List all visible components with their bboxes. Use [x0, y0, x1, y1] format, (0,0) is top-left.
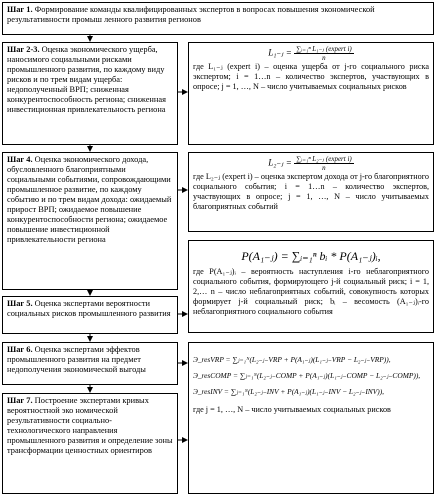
step6-box — [2, 342, 178, 385]
step4-formula-lhs: L₂₋ⱼ = — [268, 157, 292, 168]
step4-text: Оценка экономического дохода, обусловленного благоприятными социальными событиями, сопровождающими промышленное развитие, по каждому событию и по трем видам дохода: ожидаемый прирост ВРП; ожидаемое повышение конкурентоспособности региона; ожидаемое повышение инвестиционной привлекательности региона — [7, 155, 172, 244]
step2-3-text: Оценка экономического ущерба, наносимого социальными рисками промышленного развития, по каждому виду рисков и по трем видам ущерба: недополученный ВРП; сниженная конкурентоспособность региона; сниженная инвестиционная привлекательность региона — [7, 45, 166, 114]
step2-3-label: Шаг 2-3. — [7, 45, 40, 54]
step1-box — [2, 2, 434, 35]
equation-res-comp: Э_resCOMP = ∑ⱼ₌₁ᴺ(L₂₋ⱼ₋COMP + P(A₁₋ⱼ)(L₁₋ⱼ₋COMP − L₂₋ⱼ₋COMP)), — [193, 371, 421, 380]
step1-text: Формирование команды квалифицированных экспертов в вопросах повышения экономической результативности промыш ленного развития регионов — [7, 5, 375, 24]
step7-box — [2, 393, 178, 494]
step7-equations-box — [188, 342, 434, 494]
step5-description: где P(A₁₋ⱼ)ᵢ – вероятность наступления i-го неблагоприятного социального события, формирующего j-й социальный риск; i = 1, 2,… n – число неблагоприятных событий, совокупность которых формирует j-й социальный риск; bᵢ – весомость (A₁₋ⱼ)ᵢ-го неблагоприятного социального события — [193, 267, 429, 316]
step2-3-formula — [193, 45, 429, 62]
equation-res-inv: Э_resINV = ∑ⱼ₌₁ᴺ(L₂₋ⱼ₋INV + P(A₁₋ⱼ)(L₁₋ⱼ₋INV − L₂₋ⱼ₋INV)), — [193, 387, 385, 396]
step4-formula — [193, 155, 429, 172]
equation-res-vrp: Э_resVRP = ∑ⱼ₌₁ᴺ(L₂₋ⱼ₋VRP + P(A₁₋ⱼ)(L₁₋ⱼ₋VRP − L₂₋ⱼ₋VRP)), — [193, 355, 391, 364]
step2-3-formula-numerator: ∑ᵢ₌₁ⁿ L₁₋ⱼ (expert i) — [296, 45, 352, 53]
step4-formula-fraction — [294, 155, 354, 172]
step7-description: где j = 1, …, N – число учитываемых социальных рисков — [193, 405, 391, 414]
step5-box — [2, 296, 178, 334]
step2-3-description: где L₁₋ⱼ (expert i) – оценка ущерба от j-го социального риска экспертом; i = 1…n – количество экспертов, участвующих в опросе; j = 1, …, N – число учитываемых социальных рисков — [193, 62, 429, 91]
step2-3-formula-lhs: L₁₋ⱼ = — [268, 47, 292, 58]
step2-3-box — [2, 42, 178, 145]
step4-label: Шаг 4. — [7, 155, 33, 164]
step4-formula-denominator: n — [322, 164, 326, 172]
step2-3-formula-box — [188, 42, 434, 145]
step2-3-formula-denominator: n — [322, 54, 326, 62]
step1-label: Шаг 1. — [7, 5, 33, 14]
step4-formula-numerator: ∑ᵢ₌₁ⁿ L₂₋ⱼ (expert i) — [296, 155, 352, 163]
step4-box — [2, 152, 178, 290]
step6-label: Шаг 6. — [7, 345, 33, 354]
step5-label: Шаг 5. — [7, 299, 33, 308]
step4-formula-box — [188, 152, 434, 232]
step7-text: Построение экспертами кривых вероятностной эко номической результативности социально-технологического направления промышленного развития и определение зоны трансформации ценностных ориентиров — [7, 396, 173, 455]
step2-3-formula-fraction — [294, 45, 354, 62]
step5-formula-box — [188, 240, 434, 333]
step5-text: Оценка экспертами вероятности социальных рисков промышленного развития — [7, 299, 171, 318]
step5-formula: P(A₁₋ⱼ) = ∑ᵢ₌₁ⁿ bᵢ * P(A₁₋ⱼ)ᵢ, — [241, 249, 381, 263]
step4-description: где L₂₋ⱼ (expert i) – оценка экспертом дохода от j-го благоприятного социального события; i = 1…n – количество экспертов, участвующих в опросе; j = 1, …, N – число учитываемых благоприятных событий — [193, 172, 429, 211]
step6-text: Оценка экспертами эффектов промышленного развития на предмет недополучения экономической выгоды — [7, 345, 146, 374]
step7-label: Шаг 7. — [7, 396, 33, 405]
